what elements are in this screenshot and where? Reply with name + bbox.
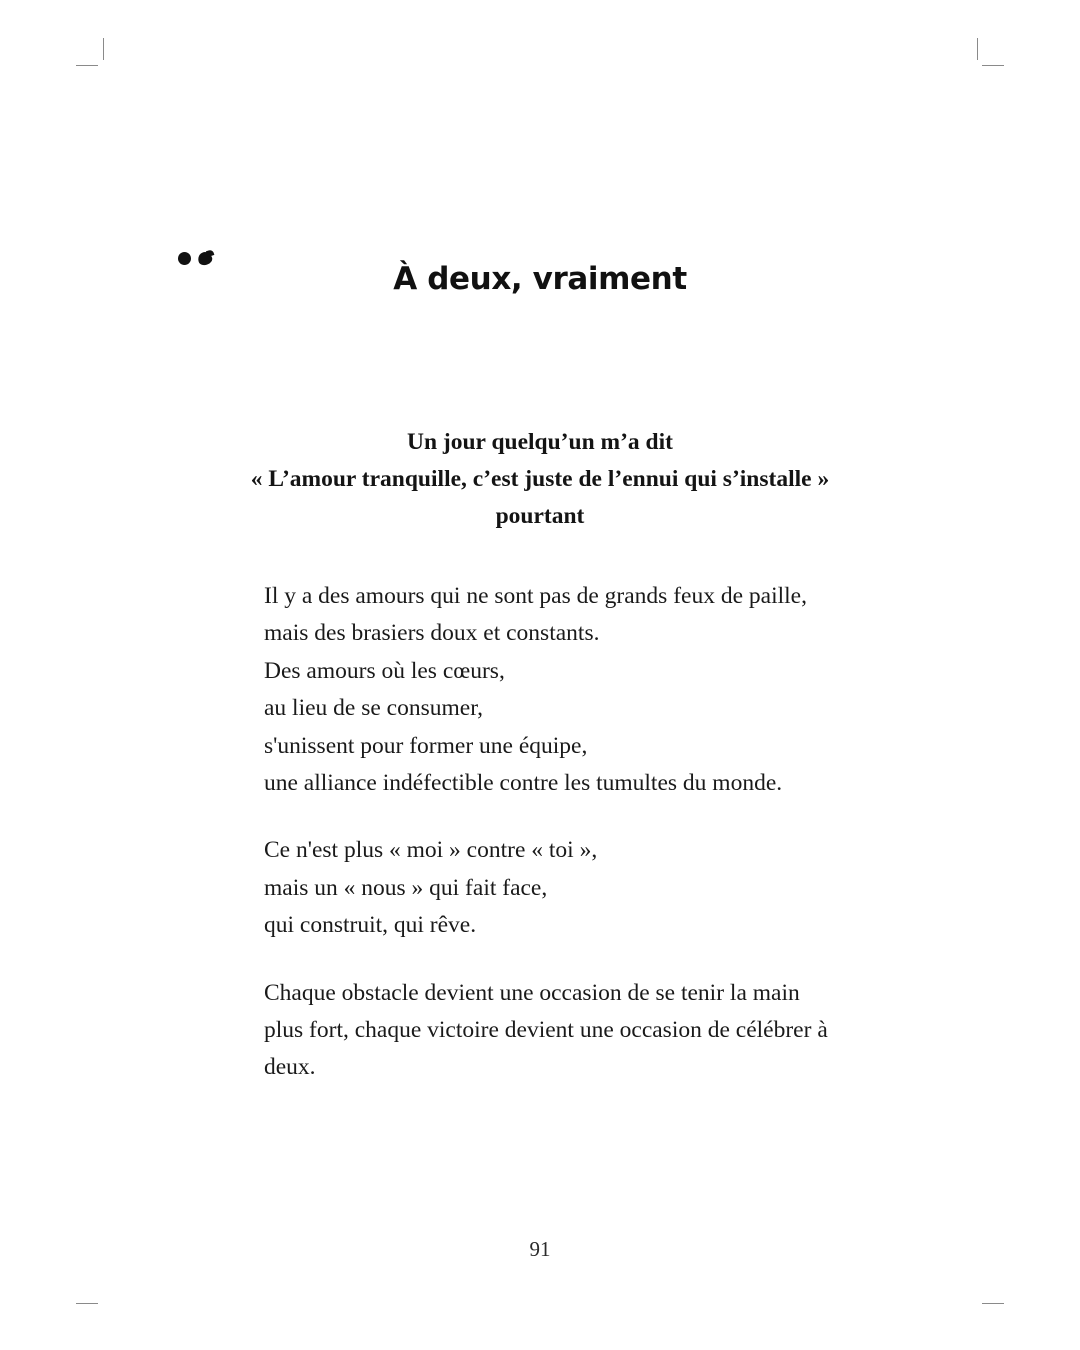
stanza xyxy=(264,975,884,1087)
poem-line: s'unissent pour former une équipe, xyxy=(264,732,588,759)
epigraph-line: Un jour quelqu’un m’a dit xyxy=(407,429,673,455)
crop-mark-top-left-horizontal xyxy=(76,65,98,66)
stanza xyxy=(264,832,884,944)
poem-line: mais des brasiers doux et constants. xyxy=(264,620,600,647)
poem-line: mais un « nous » qui fait face, xyxy=(264,874,548,901)
poem-line: une alliance indéfectible contre les tumultes du monde. xyxy=(264,770,783,797)
poem-line: deux. xyxy=(264,1054,316,1081)
poem-line: Il y a des amours qui ne sont pas de grands feux de paille, xyxy=(264,583,807,609)
crop-mark-bottom-right-horizontal xyxy=(982,1303,1004,1304)
epigraph xyxy=(0,424,1080,535)
crop-mark-top-right-vertical xyxy=(977,38,978,60)
epigraph-line: « L’amour tranquille, c’est juste de l’ennui qui s’installe » xyxy=(250,466,830,492)
page-number: 91 xyxy=(529,1237,551,1261)
poem-body xyxy=(264,578,884,1087)
poem-line: au lieu de se consumer, xyxy=(264,695,483,722)
stanza xyxy=(264,578,884,802)
poem-line: Ce n'est plus « moi » contre « toi », xyxy=(264,837,598,864)
poem-line: qui construit, qui rêve. xyxy=(264,912,477,939)
poem-line: Chaque obstacle devient une occasion de se tenir la main xyxy=(264,979,800,1006)
epigraph-line: pourtant xyxy=(495,503,585,529)
poem-line: Des amours où les cœurs, xyxy=(264,657,505,684)
poem-line: plus fort, chaque victoire devient une occasion de célébrer à xyxy=(264,1017,828,1044)
crop-mark-top-left-vertical xyxy=(103,38,104,60)
crop-mark-bottom-left-horizontal xyxy=(76,1303,98,1304)
page-title: À deux, vraiment xyxy=(393,260,687,297)
crop-mark-top-right-horizontal xyxy=(982,65,1004,66)
